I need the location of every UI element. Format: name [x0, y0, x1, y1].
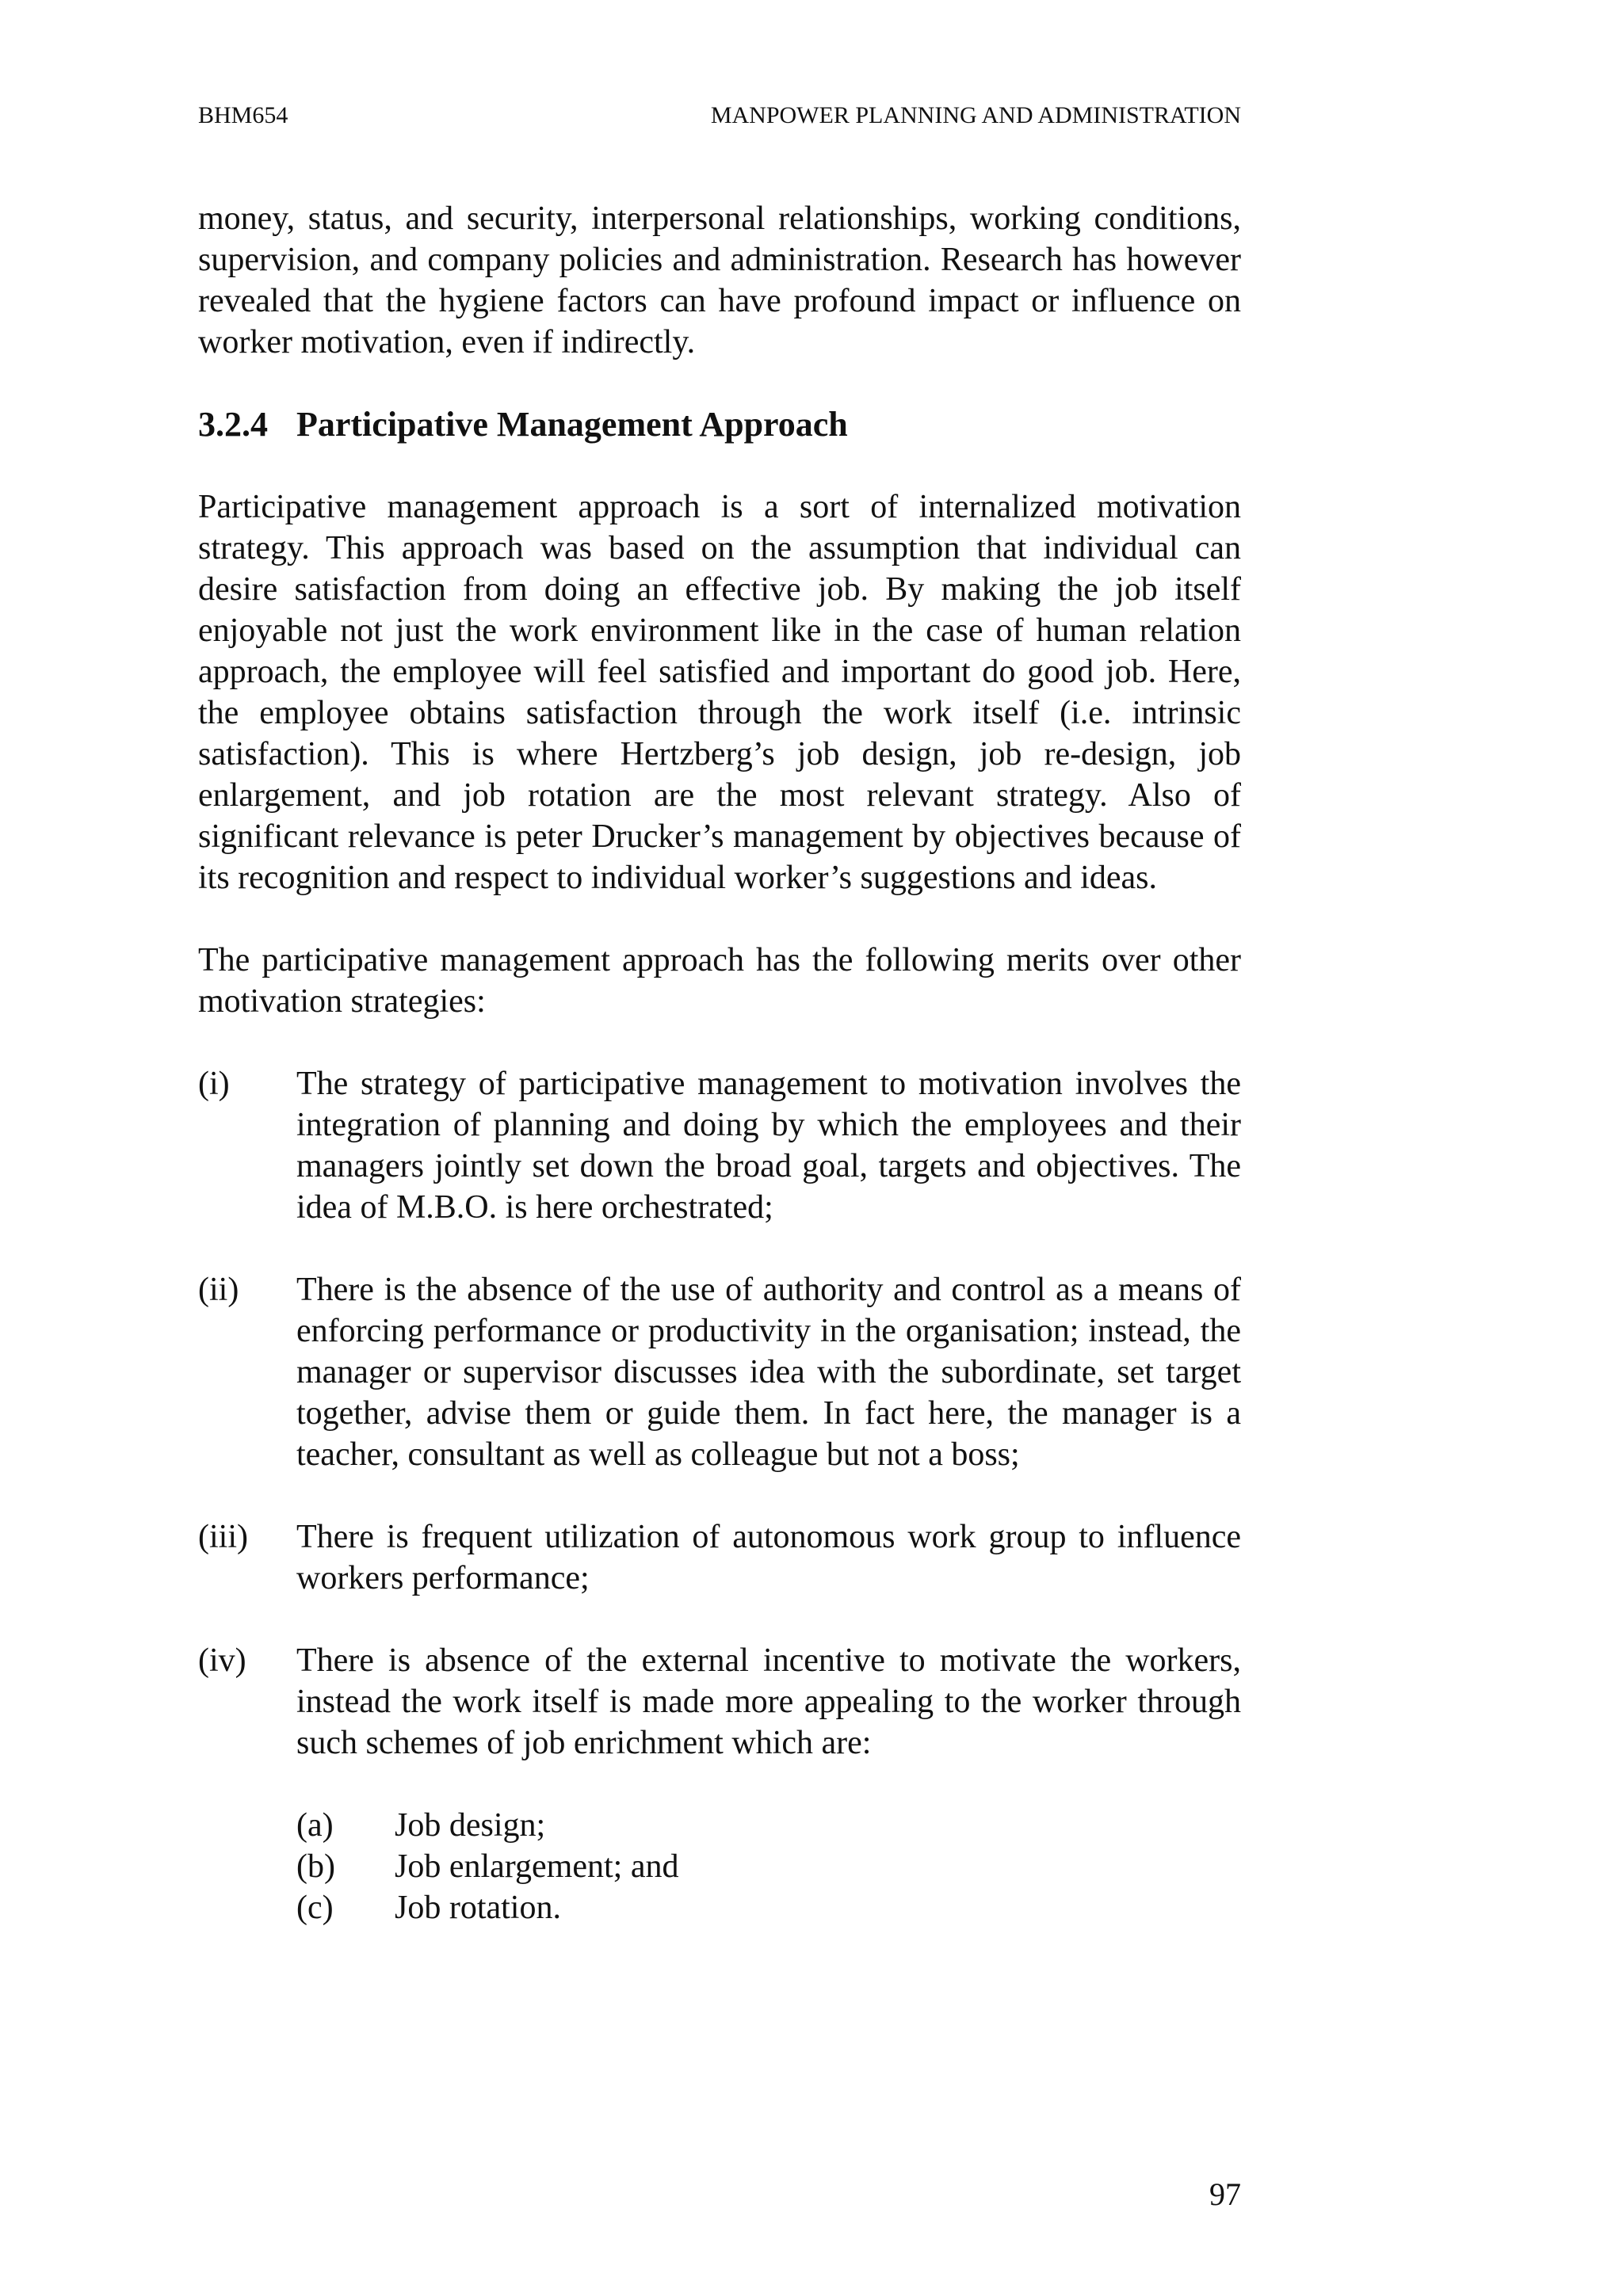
sublist-marker: (a) — [296, 1807, 334, 1844]
sublist-item-text: Job rotation. — [395, 1890, 561, 1926]
sublist-marker: (c) — [296, 1890, 334, 1926]
merits-list — [198, 1063, 1241, 1928]
list-marker: (iii) — [198, 1519, 248, 1555]
sublist-item-text: Job design; — [395, 1807, 546, 1844]
page-content — [198, 198, 1241, 1970]
merits-intro-paragraph: The participative management approach has the following merits over other motivation strategies: — [198, 942, 1241, 1020]
intro-paragraph: money, status, and security, interpersonal relationships, working conditions, supervision, and company policies and administration. Research has however revealed that the hygiene factors can have profound impact or influence on worker motivation, even if indirectly. — [198, 200, 1241, 360]
section-number: 3.2.4 — [198, 405, 268, 444]
sublist-item — [296, 1805, 1241, 1846]
page-number: 97 — [1209, 2176, 1241, 2212]
list-marker: (ii) — [198, 1272, 239, 1308]
list-item — [198, 1269, 1241, 1475]
list-item-text: There is frequent utilization of autonomous work group to influence workers performance; — [296, 1519, 1241, 1596]
list-item-text: The strategy of participative management to motivation involves the integration of planning and doing by which the employees and their managers jointly set down the broad goal, targets and objectives. The idea of M.B.O. is here orchestrated; — [296, 1066, 1241, 1226]
list-marker: (i) — [198, 1066, 230, 1102]
sublist-marker: (b) — [296, 1848, 335, 1885]
page-header — [198, 98, 1241, 133]
sublist-item-text: Job enlargement; and — [395, 1848, 679, 1885]
list-item-text: There is absence of the external incentive to motivate the workers, instead the work itself is made more appealing to the worker through such schemes of job enrichment which are: — [296, 1642, 1241, 1761]
main-paragraph: Participative management approach is a sort of internalized motivation strategy. This approach was based on the assumption that individual can desire satisfaction from doing an effective job. By making the job itself enjoyable not just the work environment like in the case of human relation approach, the employee will feel satisfied and important do good job. Here, the employee obtains satisfaction through the work itself (i.e. intrinsic satisfaction). This is where Hertzberg’s job design, job re-design, job enlargement, and job rotation are the most relevant strategy. Also of significant relevance is peter Drucker’s management by objectives because of its recognition and respect to individual worker’s suggestions and ideas. — [198, 489, 1241, 896]
course-title: MANPOWER PLANNING AND ADMINISTRATION — [710, 102, 1241, 128]
list-marker: (iv) — [198, 1642, 246, 1679]
list-item — [198, 1640, 1241, 1928]
list-item — [198, 1516, 1241, 1599]
sublist-item — [296, 1846, 1241, 1887]
schemes-sublist — [296, 1805, 1241, 1928]
section-heading — [198, 404, 1241, 445]
list-item — [198, 1063, 1241, 1228]
course-code: BHM654 — [198, 102, 288, 128]
list-item-text: There is the absence of the use of authority and control as a means of enforcing performance or productivity in the organisation; instead, the manager or supervisor discusses idea with the subordinate, set target together, advise them or guide them. In fact here, the manager is a teacher, consultant as well as colleague but not a boss; — [296, 1272, 1241, 1473]
section-title: Participative Management Approach — [296, 405, 848, 444]
sublist-item — [296, 1887, 1241, 1928]
